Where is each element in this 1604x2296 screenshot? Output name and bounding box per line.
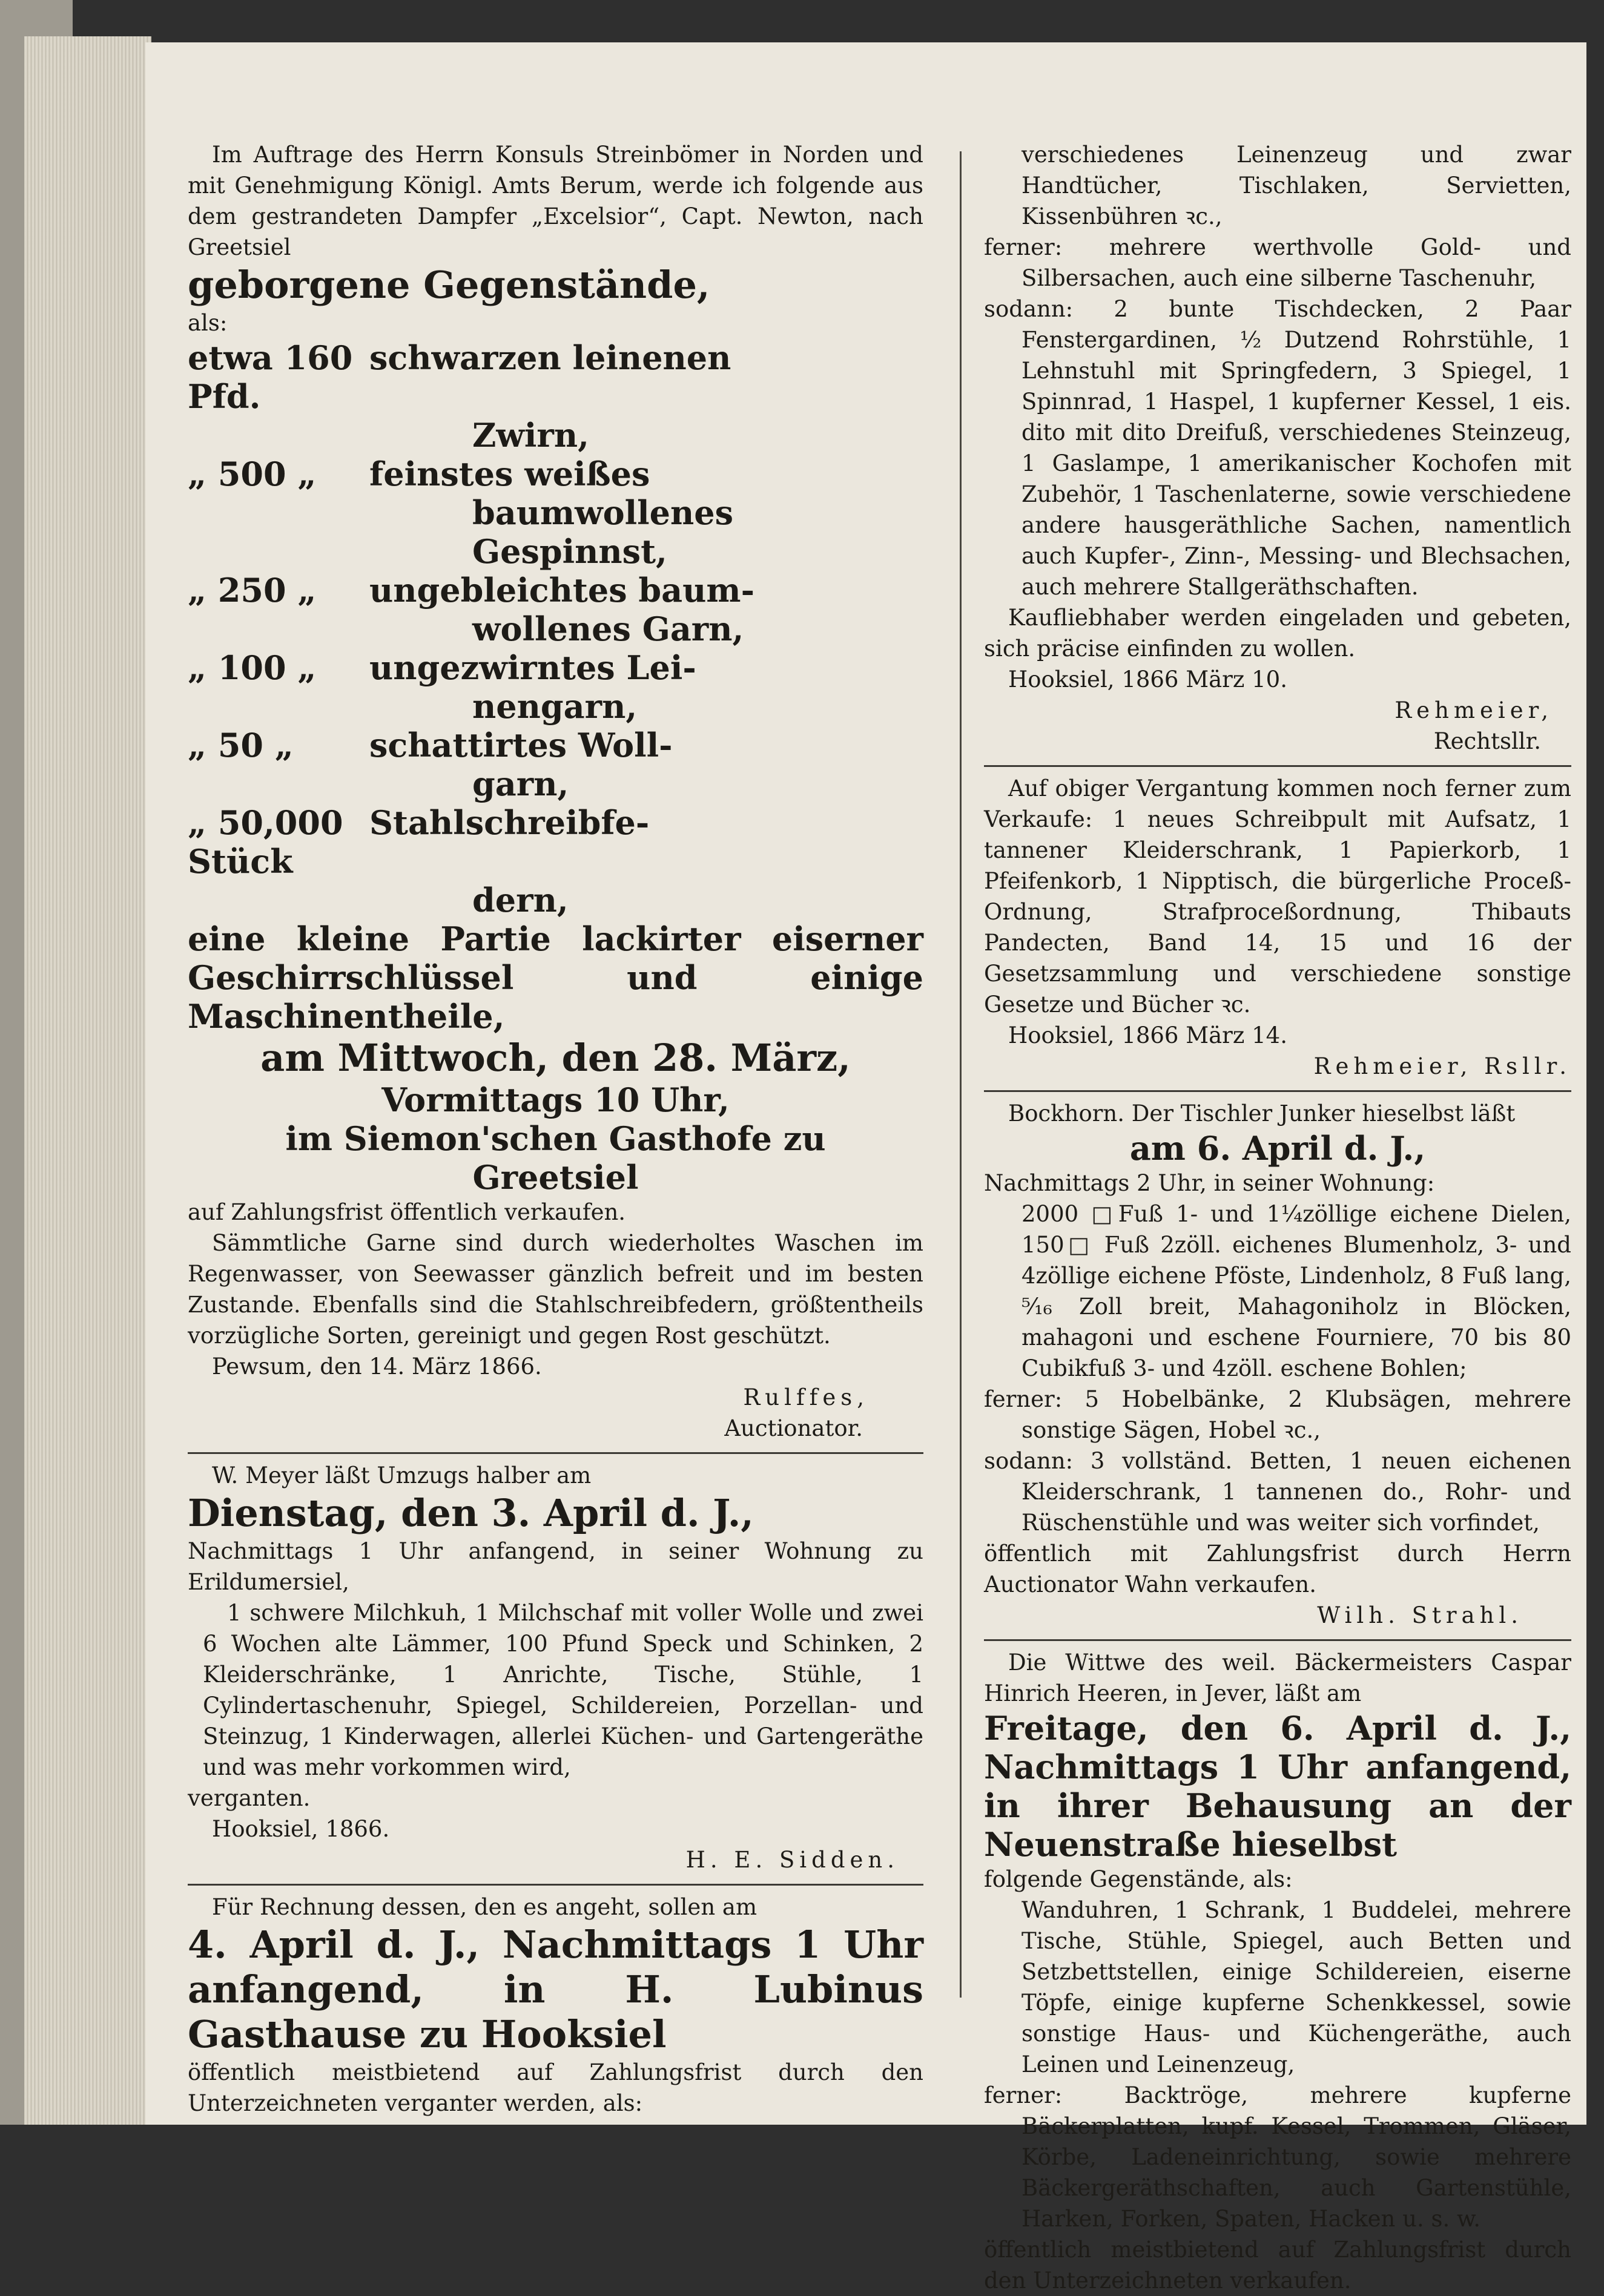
ad-signer: Rulffes, [743, 1384, 869, 1410]
ad-signer: Wilh. Strahl. [1317, 1602, 1523, 1628]
ad-als: als: [188, 310, 228, 336]
goods-item [188, 803, 923, 881]
auction-time: Vormittags 10 Uhr, [381, 1081, 730, 1119]
ad-signer-title: Auctionator. [724, 1415, 863, 1441]
ad-heading: Freitage, den 6. April d. J., Nachmittags 1 Uhr anfangend, in ihrer Behausung an der Neuenstraße hieselbst [984, 1709, 1571, 1864]
ad-place-date: Pewsum, den 14. März 1866. [212, 1354, 542, 1380]
left-column [188, 139, 923, 2119]
goods-cont: dern, [472, 881, 569, 919]
ad-intro: Im Auftrage des Herrn Konsuls Streinbömer in Norden und mit Genehmigung Königl. Amts Berum, werde ich folgende aus dem gestrandeten Dampfer „Excelsior“, Capt. Newton, nach Greetsiel [188, 142, 923, 260]
advert-addendum [984, 773, 1571, 1082]
ad-sale-terms: öffentlich mit Zahlungsfrist durch Herrn Auctionator Wahn verkaufen. [984, 1541, 1571, 1597]
auction-more: ferner: Backtröge, mehrere kupferne Bäckerplatten, kupf. Kessel, Trommen, Gläser, Körbe, Ladeneinrichtung, sowie mehrere Bäckergeräthschaften, auch Gartenstühle, Harken, Forken, Spaten, Hacken u. s. w. [984, 2082, 1571, 2232]
ad-place-date: Hooksiel, 1866 März 14. [1008, 1022, 1287, 1048]
goods-text: Stahlschreibfe- [369, 803, 650, 842]
auction-items: Wanduhren, 1 Schrank, 1 Buddelei, mehrere Tische, Stühle, Spiegel, auch Betten und Setzbettstellen, einige Schildereien, eiserne Töpfe, einige kupferne Schenkkessel, sowie sonstige Haus- und Küchengeräthe, auch Leinen und Leinenzeug, [1021, 1897, 1571, 2077]
ad-line: Kaufliebhaber werden eingeladen und gebeten, sich präcise einfinden zu wollen. [984, 605, 1571, 662]
auction-verb: verganten. [188, 1785, 311, 1811]
ad-intro: Bockhorn. Der Tischler Junker hieselbst läßt [1008, 1100, 1516, 1127]
auction-date: am 6. April d. J., [1129, 1129, 1426, 1168]
ad-als: folgende Gegenstände, als: [984, 1866, 1293, 1892]
ad-place-date: Hooksiel, 1866. [212, 1816, 390, 1842]
advert-heeren [984, 1647, 1571, 2296]
goods-item [188, 571, 923, 610]
goods-text: ungezwirntes Lei- [369, 648, 696, 687]
ad-signer: H. E. Sidden. [685, 1847, 899, 1873]
ad-tail: öffentlich meistbietend auf Zahlungsfrist durch den Unterzeichneten verganter werden, als: [188, 2059, 923, 2116]
page-stack-edge [24, 36, 151, 2125]
right-column [984, 139, 1571, 2296]
goods-cont: wollenes Garn, [472, 610, 744, 648]
goods-text: feinstes weißes [369, 455, 650, 493]
goods-cont: Zwirn, [472, 416, 589, 455]
advert-excelsior [188, 139, 923, 1444]
advert-continued [984, 139, 1571, 757]
auction-date: am Mittwoch, den 28. März, [260, 1036, 851, 1080]
ad-intro: Die Wittwe des weil. Bäckermeisters Caspar Hinrich Heeren, in Jever, läßt am [984, 1650, 1571, 1706]
goods-qty: „ 50 „ [188, 726, 294, 765]
auction-items: 1 schwere Milchkuh, 1 Milchschaf mit voller Wolle und zwei 6 Wochen alte Lämmer, 100 Pfund Speck und Schinken, 2 Kleiderschränke, 1 Anrichte, Tische, Stühle, 1 Cylindertaschenuhr, Spiegel, Schildereien, Porzellan- und Steinzug, 1 Kinderwagen, allerlei Küchen- und Gartengeräthe und was mehr vorkommen wird, [203, 1600, 923, 1780]
advert-rule [984, 765, 1571, 767]
auction-more: ferner: 5 Hobelbänke, 2 Klubsägen, mehrere sonstige Sägen, Hobel ꝛc., [984, 1386, 1571, 1443]
goods-text: schattirtes Woll- [369, 726, 673, 765]
auction-place: im Siemon'schen Gasthofe zu [285, 1119, 826, 1158]
goods-text: ungebleichtes baum- [369, 571, 754, 610]
goods-item [188, 648, 923, 687]
goods-qty: „ 250 „ [188, 571, 317, 610]
ad-signer: Rehmeier, Rsllr. [1313, 1053, 1571, 1079]
ad-line: sodann: 2 bunte Tischdecken, 2 Paar Fenstergardinen, ½ Dutzend Rohrstühle, 1 Lehnstuhl mit Springfedern, 3 Spiegel, 1 Spinnrad, 1 Haspel, 1 kupferner Kessel, 1 eis. dito mit dito Dreifuß, verschiedenes Steinzeug, 1 Gaslampe, 1 amerikanischer Kochofen mit Zubehör, 1 Taschenlaterne, sowie verschiedene andere hausgeräthliche Sachen, namentlich auch Kupfer-, Zinn-, Messing- und Blechsachen, auch mehrere Stallgeräthschaften. [984, 296, 1571, 600]
goods-cont: nengarn, [472, 687, 638, 726]
goods-item [188, 338, 923, 416]
column-divider [960, 151, 962, 1998]
auction-items: 2000 □Fuß 1- und 1¼zöllige eichene Dielen, 150□ Fuß 2zöll. eichenes Blumenholz, 3- und 4zöllige eichene Pföste, Lindenholz, 8 Fuß lang, ⁵⁄₁₆ Zoll breit, Mahagoniholz in Blöcken, mahagoni und eschene Fourniere, 70 bis 80 Cubikfuß 3- und 4zöll. eschene Bohlen; [1021, 1201, 1571, 1381]
goods-qty: etwa 160 Pfd. [188, 338, 353, 416]
advert-junker [984, 1098, 1571, 1631]
ad-text: Auf obiger Vergantung kommen noch ferner zum Verkaufe: 1 neues Schreibpult mit Aufsatz, 1 tannener Kleiderschrank, 1 Papierkorb, 1 Pfeifenkorb, 1 Nipptisch, die bürgerliche Proceß-Ordnung, Strafproceßordnung, Thibauts Pandecten, Band 14, 15 und 16 der Gesetzsammlung und verschiedene sonstige Gesetze und Bücher ꝛc. [984, 775, 1571, 1018]
ad-line: verschiedenes Leinenzeug und zwar Handtücher, Tischlaken, Servietten, Kissenbühren ꝛc., [1021, 142, 1571, 229]
goods-item [188, 455, 923, 493]
advert-lubinus [188, 1892, 923, 2119]
auction-date: Dienstag, den 3. April d. J., [188, 1491, 754, 1535]
ad-intro: W. Meyer läßt Umzugs halber am [212, 1462, 592, 1488]
advert-rule [188, 1884, 923, 1886]
advert-rule [984, 1639, 1571, 1641]
auction-when: Nachmittags 1 Uhr anfangend, in seiner Wohnung zu Erildumersiel, [188, 1538, 923, 1595]
ad-heading: 4. April d. J., Nachmittags 1 Uhr anfangend, in H. Lubinus Gasthause zu Hooksiel [188, 1923, 923, 2056]
ad-note: Sämmtliche Garne sind durch wiederholtes Waschen im Regenwasser, von Seewasser gänzlich befreit und im besten Zustande. Ebenfalls sind die Stahlschreibfedern, größtentheils vorzügliche Sorten, gereinigt und gegen Rost geschützt. [188, 1230, 923, 1349]
goods-extra: eine kleine Partie lackirter eiserner Geschirrschlüssel und einige Maschinentheile, [188, 919, 923, 1036]
ad-line: ferner: mehrere werthvolle Gold- und Silbersachen, auch eine silberne Taschenuhr, [984, 234, 1571, 291]
advert-rule [984, 1090, 1571, 1092]
goods-qty: „ 500 „ [188, 455, 317, 493]
goods-list [188, 338, 923, 1036]
ad-intro: Für Rechnung dessen, den es angeht, sollen am [212, 1894, 757, 1920]
ad-signer-title: Rechtsllr. [1433, 728, 1541, 754]
ad-sale-terms: auf Zahlungsfrist öffentlich verkaufen. [188, 1199, 626, 1225]
goods-qty: „ 100 „ [188, 648, 317, 687]
ad-sale-terms: öffentlich meistbietend auf Zahlungsfrist durch den Unterzeichneten verkaufen. [984, 2237, 1571, 2294]
auction-more: sodann: 3 vollständ. Betten, 1 neuen eichenen Kleiderschrank, 1 tannenen do., Rohr- und Rüschenstühle und was weiter sich vorfindet, [984, 1448, 1571, 1536]
auction-when: Nachmittags 2 Uhr, in seiner Wohnung: [984, 1170, 1435, 1196]
goods-cont: baumwollenes Gespinnst, [472, 493, 734, 571]
ad-place-date: Hooksiel, 1866 März 10. [1008, 666, 1287, 692]
ad-heading: geborgene Gegenstände, [188, 263, 710, 307]
goods-item [188, 726, 923, 765]
goods-cont: garn, [472, 765, 569, 803]
auction-place-town: Greetsiel [472, 1158, 639, 1197]
goods-text: schwarzen leinenen [369, 338, 731, 377]
advert-rule [188, 1452, 923, 1454]
ad-signer: Rehmeier, [1394, 697, 1553, 723]
advert-meyer [188, 1460, 923, 1875]
goods-qty: „ 50,000 Stück [188, 803, 343, 881]
